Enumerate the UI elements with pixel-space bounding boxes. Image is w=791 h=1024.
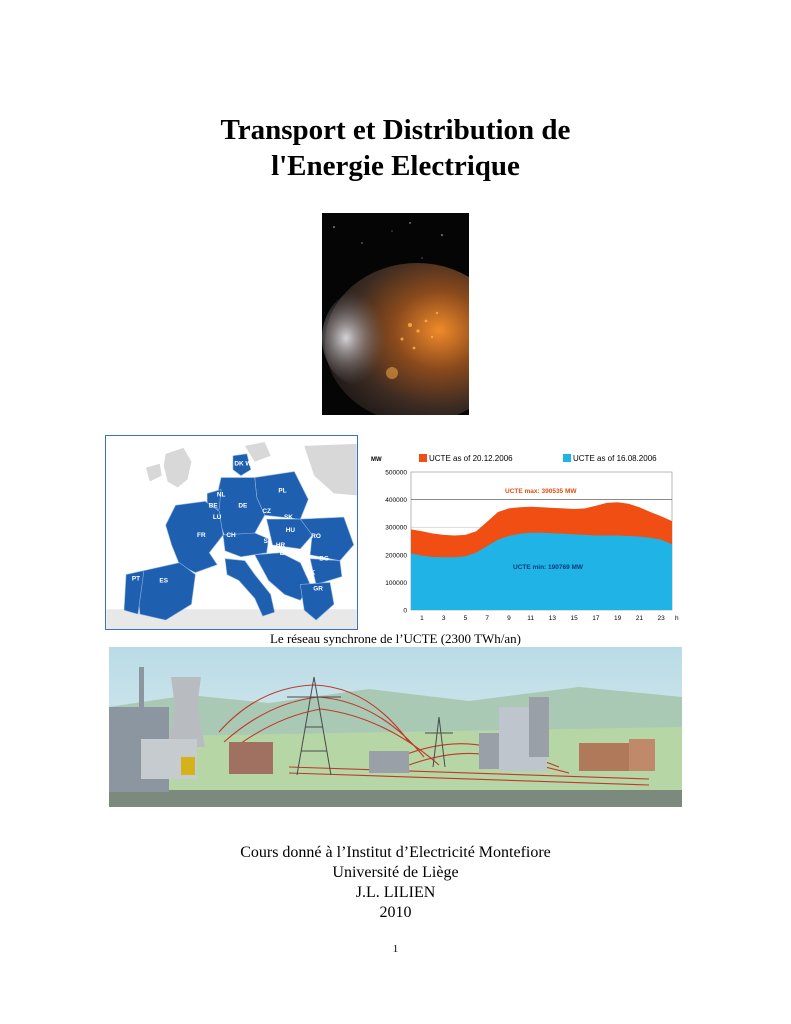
x-tick-label: 23: [657, 615, 665, 622]
figure-caption: Le réseau synchrone de l’UCTE (2300 TWh/an): [269, 631, 521, 646]
page-number: 1: [392, 943, 399, 955]
y-tick-label: 100000: [385, 579, 407, 587]
map-label: HR: [275, 541, 286, 549]
x-tick-label: 11: [527, 615, 534, 622]
x-tick-label: 7: [485, 615, 489, 622]
map-label: MK: [305, 569, 316, 577]
map-label: IT: [249, 559, 256, 567]
x-tick-label: 1: [420, 615, 424, 622]
y-tick-label: 0: [403, 607, 407, 615]
x-tick-label: 3: [441, 615, 446, 622]
map-label: BE: [208, 502, 218, 510]
x-tick-label: 5: [463, 615, 468, 622]
map-label: GR: [313, 585, 323, 593]
legend-swatch: [419, 454, 427, 462]
x-tick-label: 17: [592, 615, 600, 622]
map-label: PT: [131, 575, 141, 583]
y-axis-label: MW: [371, 457, 382, 463]
title-line-1: Transport et Distribution de: [220, 114, 571, 146]
footer-year: 2010: [379, 904, 412, 921]
footer: [0, 843, 791, 923]
map-label: CZ: [262, 508, 271, 516]
map-label: BG: [319, 555, 329, 563]
map-label: PL: [278, 487, 287, 495]
document-title: [0, 112, 791, 184]
max-annotation: UCTE max: 390535 MW: [505, 488, 577, 495]
map-label: DE: [238, 502, 248, 510]
map-label: DK W: [234, 460, 252, 468]
title-line-2: l'Energie Electrique: [271, 150, 520, 182]
x-tick-label: 9: [507, 615, 511, 622]
map-label: SI: [263, 537, 270, 545]
map-label: SK: [283, 514, 293, 522]
x-tick-label: 19: [614, 615, 622, 622]
map-label: CH: [226, 531, 236, 539]
ucte-load-chart: [365, 448, 685, 630]
map-label: AT: [260, 526, 269, 534]
footer-author: J.L. LILIEN: [355, 884, 436, 901]
legend-label: UCTE as of 16.08.2006: [573, 454, 657, 463]
y-tick-label: 500000: [385, 469, 407, 477]
map-label: BA: [279, 549, 290, 557]
y-tick-label: 400000: [385, 497, 407, 505]
earth-night-image: [322, 213, 469, 415]
map-label: LU: [212, 514, 222, 522]
map-label: FR: [197, 531, 206, 539]
legend-swatch: [563, 454, 571, 462]
ucte-map: [105, 435, 358, 630]
x-tick-label: 21: [635, 615, 643, 622]
legend-label: UCTE as of 20.12.2006: [429, 454, 513, 463]
map-label: ES: [159, 577, 168, 585]
footer-university: Université de Liège: [332, 864, 459, 881]
map-label: CS: [295, 552, 305, 560]
power-network-illustration: [109, 647, 682, 807]
map-label: RO: [311, 532, 321, 540]
y-tick-label: 200000: [385, 552, 407, 560]
map-label: HU: [285, 527, 296, 535]
footer-institute: Cours donné à l’Institut d’Electricité Montefiore: [240, 844, 551, 861]
map-label: NL: [216, 491, 226, 499]
y-tick-label: 300000: [385, 524, 407, 532]
x-tick-label: 15: [570, 615, 578, 622]
x-unit-label: h: [675, 615, 679, 622]
x-tick-label: 13: [548, 615, 556, 622]
min-annotation: UCTE min: 190769 MW: [513, 564, 584, 571]
